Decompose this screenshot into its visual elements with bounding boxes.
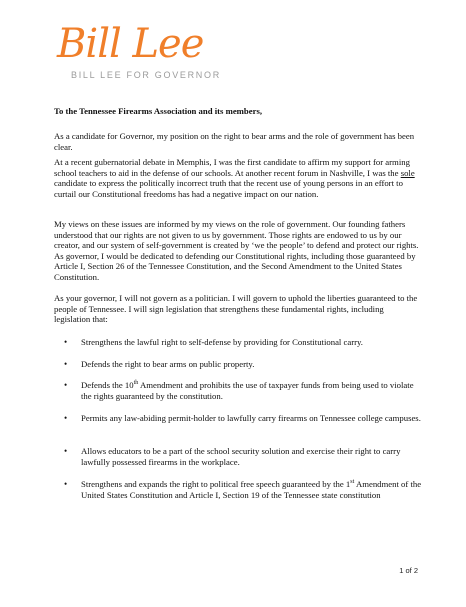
bullet-icon: • — [64, 359, 68, 369]
list-item-text: Permits any law-abiding permit-holder to lawfully carry firearms on Tennessee college campuses. — [81, 413, 421, 423]
paragraph-debate-part1: At a recent gubernatorial debate in Memphis, I was the first candidate to affirm my support for arming school teachers to aid in the defense of our schools. At another recent forum in Nashville, I was the — [54, 157, 410, 178]
bullet-icon: • — [64, 337, 68, 347]
list-item-text: Allows educators to be a part of the school security solution and exercise their right to carry lawfully possessed firearms in the workplace. — [81, 446, 401, 467]
list-item-text — [81, 380, 422, 401]
bullet-icon: • — [64, 479, 68, 489]
list-item-text-part: Defends the 10 — [81, 380, 134, 390]
list-item-text-part: Strengthens and expands the right to political free speech guaranteed by the 1 — [81, 479, 351, 489]
superscript: st — [350, 479, 355, 486]
logo-signature: Bill Lee — [57, 21, 204, 67]
paragraph-position: As a candidate for Governor, my position on the right to bear arms and the role of government has been clear. — [54, 131, 415, 152]
list-item-text — [81, 479, 422, 500]
list-item-text: Strengthens the lawful right to self-defense by providing for Constitutional carry. — [81, 337, 363, 347]
list-item-text-part: Amendment of the United States Constitution and Article I, Section 19 of the Tennessee state constitution — [81, 479, 422, 500]
bullet-icon: • — [64, 413, 68, 423]
salutation: To the Tennessee Firearms Association and its members, — [54, 106, 263, 116]
list-item-text-part: Amendment and prohibits the use of taxpayer funds from being used to violate the rights guaranteed by the constitution. — [81, 380, 414, 401]
superscript: th — [133, 380, 139, 387]
logo-tagline: BILL LEE FOR GOVERNOR — [71, 70, 221, 80]
paragraph-debate — [54, 157, 422, 199]
sole-underlined: sole — [400, 167, 415, 178]
bullet-icon: • — [64, 446, 68, 456]
list-item-text: Defends the right to bear arms on public property. — [81, 359, 255, 369]
paragraph-governance: As your governor, I will not govern as a politician. I will govern to uphold the liberties guaranteed to the people of Tennessee. I will sign legislation that strengthens these fundamental rights, including legislation that: — [54, 293, 418, 325]
page-number: 1 of 2 — [399, 566, 418, 575]
bullet-icon: • — [64, 380, 68, 390]
paragraph-debate-part2: candidate to express the politically incorrect truth that the recent use of young persons in an effort to curtail our Constitutional freedoms has had a negative impact on our nation. — [54, 178, 403, 199]
paragraph-role-of-government: My views on these issues are informed by my views on the role of government. Our founding fathers understood that our rights are not given to us by government. Those rights are endowed to us by our creator, and our system of self-government is created by ‘we the people’ to defend and protect our rights. As governor, I would be dedicated to defending our Constitutional rights, including those guaranteed by Article I, Section 26 of the Tennessee Constitution, and the Second Amendment to the United States Constitution. — [54, 219, 419, 282]
campaign-logo — [55, 20, 285, 90]
